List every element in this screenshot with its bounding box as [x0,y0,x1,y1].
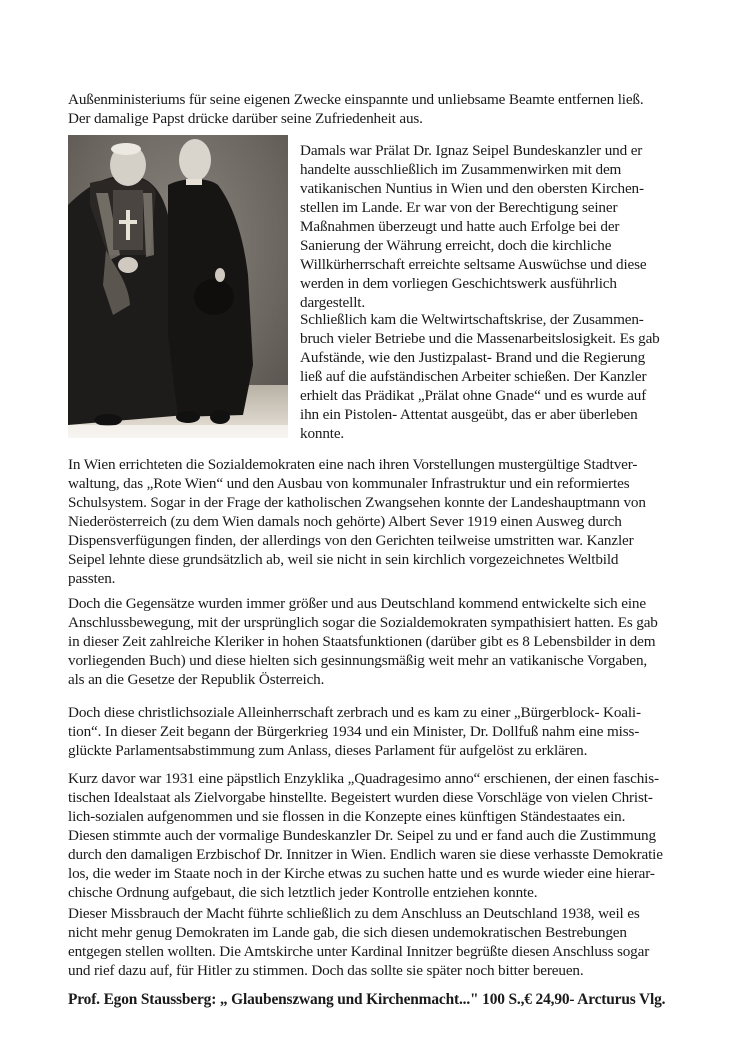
book-citation-text: Prof. Egon Staussberg: „ Glaubenszwang und Kirchenmacht..." 100 S.,€ 24,90- Arcturus Vlg. [68,991,666,1008]
text-line: tischen Idealstaat als Zielvorgabe hinstellte. Begeistert wurden diese Vorschläge von vielen Christ- [68,789,653,806]
paragraph-rotes-wien [68,455,646,588]
text-line: werden in dem vorliegen Geschichtswerk ausführlich [300,275,617,292]
photo-illustration [68,135,288,438]
text-line: los, die weder im Staate noch in der Kirche etwas zu suchen hatte und es wurde wieder eine hierar- [68,865,655,882]
text-line: Außenministeriums für seine eigenen Zwecke einspannte und unliebsame Beamte entfernen ließ. [68,91,644,108]
text-line: passten. [68,570,116,587]
text-line: bruch vieler Betriebe und die Massenarbeitslosigkeit. Es gab [300,330,660,347]
text-line: entgegen stellen wollten. Die Amtskirche unter Kardinal Innitzer begrüßte diesen Anschluss sogar [68,943,650,960]
text-line: dargestellt. [300,294,365,311]
text-line: nicht mehr genug Demokraten im Lande gab, die sich diesen undemokratischen Bestrebungen [68,924,627,941]
paragraph-anschluss-1938 [68,904,649,980]
paragraph-anschlussbewegung [68,594,658,689]
text-line: Dispensverfügungen finden, der allerdings von den Gerichten teilweise umstritten war. Kanzler [68,532,634,549]
text-line: handelte ausschließlich im Zusammenwirken mit dem [300,161,622,178]
paragraph-quadragesimo-anno [68,769,663,902]
text-line: Seipel lehnte diese grundsätzlich ab, weil sie nicht in sein kirchlich vorgezeichnetes Weltbild [68,551,619,568]
text-line: Maßnahmen überzeugt und hatte auch Erfolge bei der [300,218,620,235]
text-line: chische Ordnung aufgebaut, die sich letztlich jeder Kontrolle entziehen konnte. [68,884,538,901]
text-line: in dieser Zeit zahlreiche Kleriker in hohen Staatsfunktionen (darüber gibt es 8 Lebensbilder in dem [68,633,656,650]
text-line: stellen im Lande. Er war von der Berechtigung seiner [300,199,618,216]
paragraph-buergerkrieg [68,703,641,760]
text-line: als an die Gesetze der Republik Österreich. [68,671,325,688]
text-line: waltung, das „Rote Wien“ und den Ausbau von kommunaler Infrastruktur und ein reformiertes [68,475,630,492]
text-line: und rief dazu auf, für Hitler zu stimmen. Doch das sollte sie später noch bitter bereuen. [68,962,584,979]
text-line: Aufstände, wie den Justizpalast- Brand und die Regierung [300,349,646,366]
text-line: Damals war Prälat Dr. Ignaz Seipel Bundeskanzler und er [300,142,643,159]
text-line: Schließlich kam die Weltwirtschaftskrise, der Zusammen- [300,311,644,328]
book-citation [68,990,665,1009]
text-line: tion“. In dieser Zeit begann der Bürgerkrieg 1934 und ein Minister, Dr. Dollfuß nahm eine miss- [68,723,640,740]
text-line: Doch diese christlichsoziale Alleinherrschaft zerbrach und es kam zu einer „Bürgerblock- Koali- [68,704,641,721]
text-line: Anschlussbewegung, mit der ursprünglich sogar die Sozialdemokraten sympathisiert hatten. Es gab [68,614,658,631]
text-line: Willkürherrschaft erreichte seltsame Auswüchse und diese [300,256,647,273]
text-line: Schulsystem. Sogar in der Frage der katholischen Zwangsehen konnte der Landeshauptmann von [68,494,646,511]
text-line: ließ auf die aufständischen Arbeiter schießen. Der Kanzler [300,368,647,385]
intro-paragraph [68,90,644,128]
text-line: Der damalige Papst drücke darüber seine Zufriedenheit aus. [68,110,423,127]
text-line: vorliegenden Buch) und diese hielten sich gesinnungsmäßig weit mehr an vatikanische Vorgaben, [68,652,648,669]
text-line: vatikanischen Nuntius in Wien und den obersten Kirchen- [300,180,644,197]
text-line: Diesen stimmte auch der vormalige Bundeskanzler Dr. Seipel zu und er fand auch die Zustimmung [68,827,656,844]
text-line: Doch die Gegensätze wurden immer größer und aus Deutschland kommend entwickelte sich eine [68,595,646,612]
text-line: konnte. [300,425,345,442]
text-line: durch den damaligen Erzbischof Dr. Innitzer in Wien. Endlich waren sie diese verhasste Demokratie [68,846,663,863]
text-line: ihn ein Pistolen- Attentat ausgeübt, das er aber überleben [300,406,638,423]
right-column-paragraph-1 [300,141,647,312]
text-line: erhielt das Prädikat „Prälat ohne Gnade“ und es wurde auf [300,387,647,404]
right-column-paragraph-2 [300,310,660,443]
text-line: glückte Parlamentsabstimmung zum Anlass, dieses Parlament für aufgelöst zu erklären. [68,742,588,759]
text-line: In Wien errichteten die Sozialdemokraten eine nach ihren Vorstellungen mustergültige Stadtver- [68,456,638,473]
text-line: Kurz davor war 1931 eine päpstlich Enzyklika „Quadragesimo anno“ erschienen, der einen faschis- [68,770,659,787]
text-line: Niederösterreich (zu dem Wien damals noch gehörte) Albert Sever 1919 einen Ausweg durch [68,513,622,530]
text-line: Dieser Missbrauch der Macht führte schließlich zu dem Anschluss an Deutschland 1938, weil es [68,905,640,922]
text-line: lich-sozialen aufgenommen und sie flossen in die Konzepte eines künftigen Ständestaates ein. [68,808,626,825]
historical-photo [68,135,288,438]
text-line: Sanierung der Währung erreicht, doch die kirchliche [300,237,612,254]
